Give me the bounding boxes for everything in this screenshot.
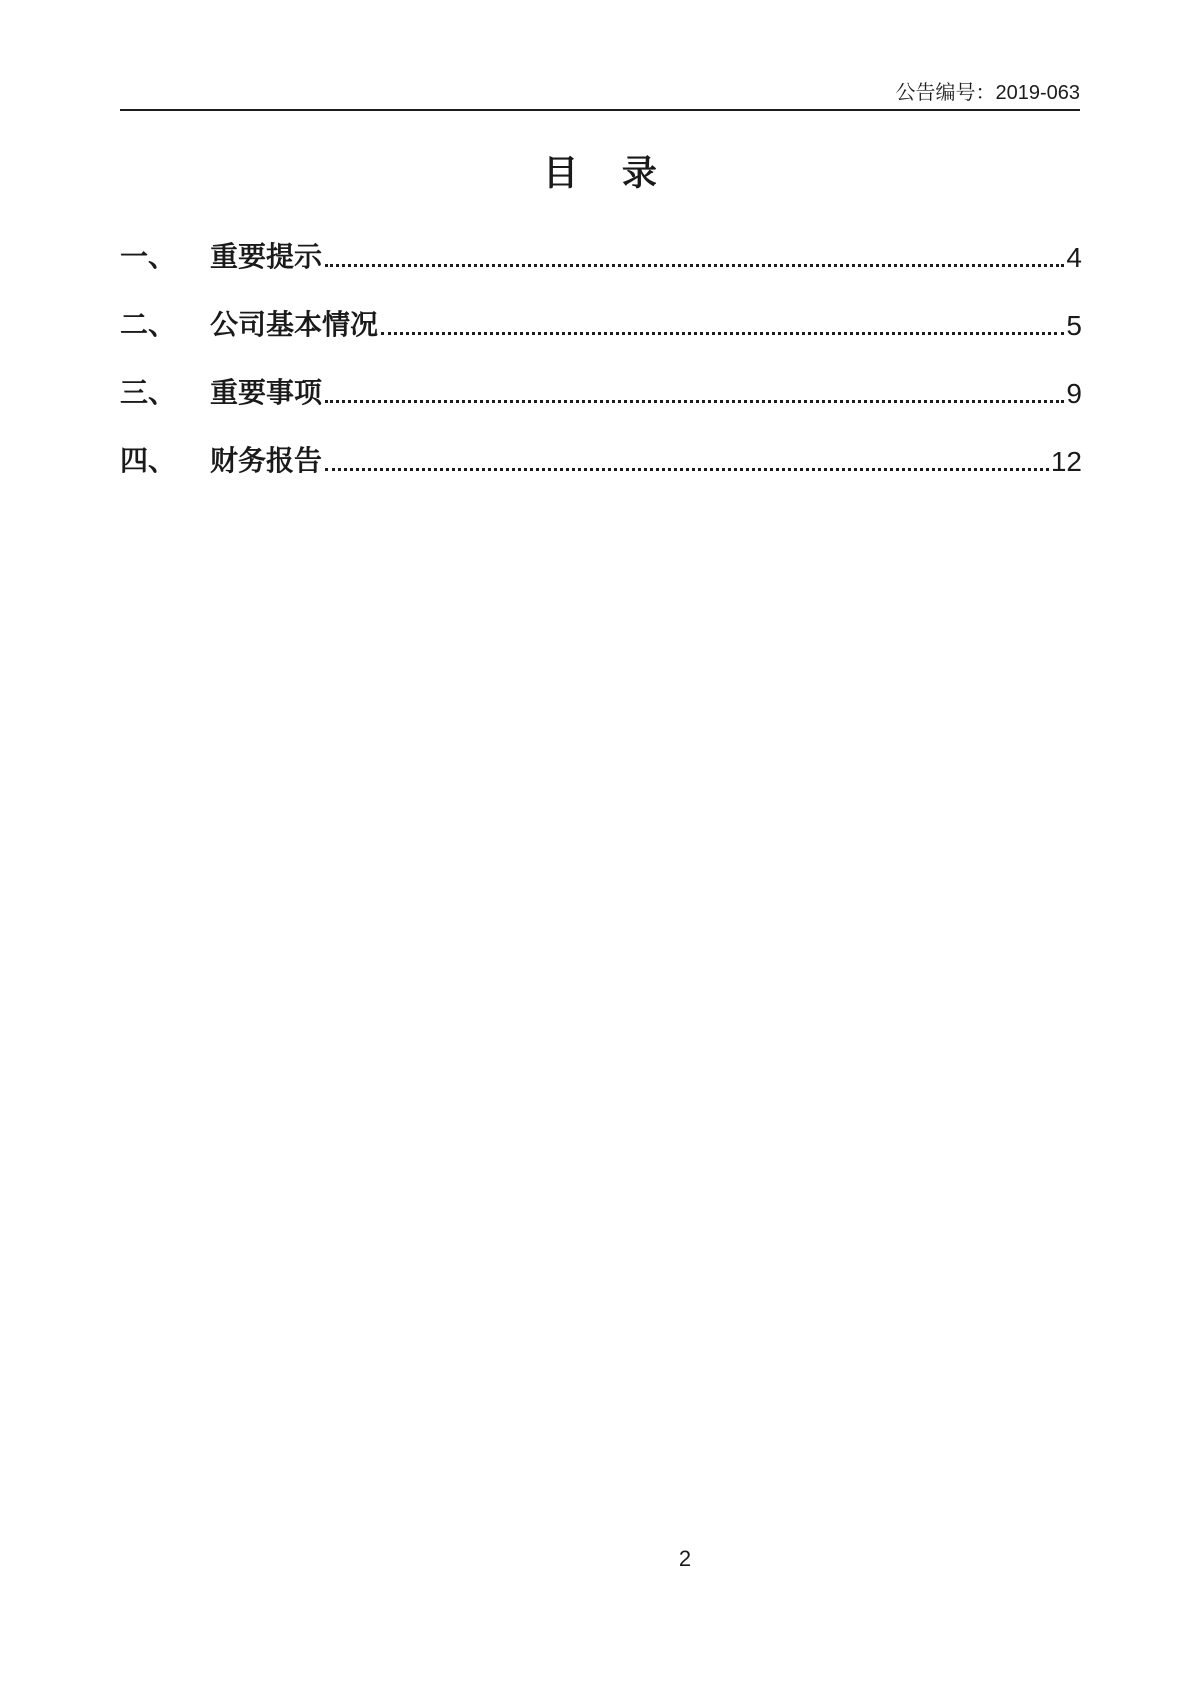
leader-dots [381, 332, 1064, 335]
toc-entry-page: 9 [1066, 378, 1082, 409]
toc-entry[interactable] [120, 447, 1082, 477]
announcement-number: 公告编号：2019-063 [895, 82, 1080, 104]
toc-entry-label: 重要提示 [210, 242, 323, 273]
toc-entry[interactable] [120, 243, 1082, 273]
table-of-contents [120, 243, 1082, 515]
leader-dots [325, 400, 1064, 403]
toc-entry-label: 公司基本情况 [210, 310, 379, 341]
document-header [120, 81, 1080, 105]
leader-dots [325, 468, 1049, 471]
toc-entry-page: 5 [1066, 310, 1082, 341]
toc-entry[interactable] [120, 379, 1082, 409]
toc-entry[interactable] [120, 311, 1082, 341]
toc-entry-label: 财务报告 [210, 446, 323, 477]
page-title: 目 录 [543, 154, 657, 193]
toc-entry-page: 4 [1066, 242, 1082, 273]
toc-entry-number: 二、 [120, 310, 177, 341]
leader-dots [325, 264, 1064, 267]
toc-entry-number: 三、 [120, 378, 177, 409]
header-divider [120, 109, 1080, 111]
toc-entry-number: 四、 [120, 446, 177, 477]
toc-entry-label: 重要事项 [210, 378, 323, 409]
page-number: 2 [678, 1546, 692, 1571]
toc-entry-page: 12 [1050, 446, 1082, 477]
toc-entry-number: 一、 [120, 242, 177, 273]
